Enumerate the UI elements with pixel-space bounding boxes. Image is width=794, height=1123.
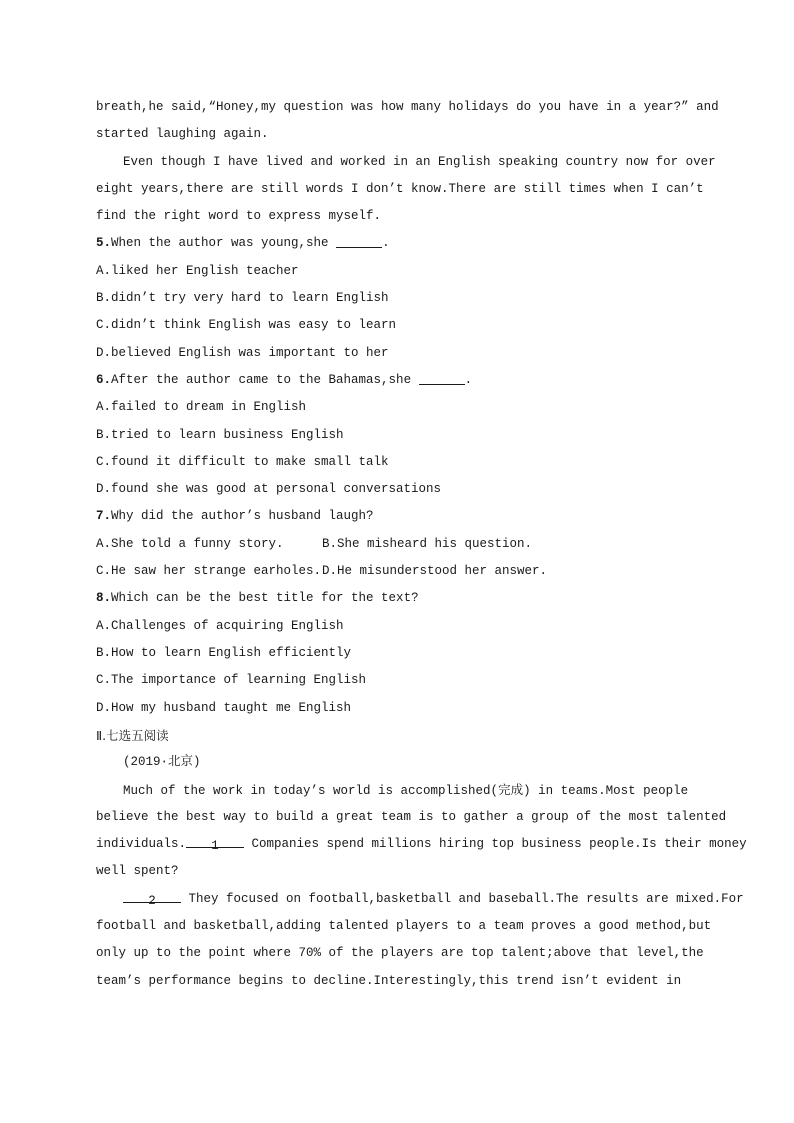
question-number: 8. — [96, 591, 112, 606]
question-8-option-c: C.The importance of learning English — [96, 673, 367, 688]
question-5-stem: 5.When the author was young,she . — [96, 230, 696, 257]
question-7-option-d: D.He misunderstood her answer. — [322, 564, 548, 579]
passage-line: well spent? — [96, 864, 179, 879]
question-8-stem: 8.Which can be the best title for the text? — [96, 591, 419, 606]
passage-line: football and basketball,adding talented players to a team proves a good method,but — [96, 918, 712, 933]
passage-line: Even though I have lived and worked in an English speaking country now for over — [123, 154, 716, 169]
blank-1: 1 — [186, 833, 244, 848]
question-number: 5. — [96, 236, 112, 251]
question-5-option-b: B.didn’t try very hard to learn English — [96, 291, 389, 306]
question-7-options-row-1 — [96, 531, 696, 558]
question-number: 6. — [96, 372, 112, 387]
section-heading: Ⅱ.七选五阅读 — [96, 727, 169, 743]
question-8-option-a: A.Challenges of acquiring English — [96, 618, 344, 633]
passage-line: 2 They focused on football,basketball and baseball.The results are mixed.For — [96, 886, 696, 913]
question-number: 7. — [96, 509, 112, 524]
source-label: (2019·北京) — [123, 755, 201, 770]
passage-line: individuals. 1 Companies spend millions hiring top business people.Is their money — [96, 831, 696, 858]
question-7-option-c: C.He saw her strange earholes. — [96, 564, 322, 579]
question-5-option-c: C.didn’t think English was easy to learn — [96, 318, 397, 333]
question-7-option-b: B.She misheard his question. — [322, 536, 533, 551]
passage-line: believe the best way to build a great team is to gather a group of the most talented — [96, 809, 727, 824]
answer-blank — [419, 370, 465, 385]
passage-line: started laughing again. — [96, 127, 269, 142]
question-7-stem: 7.Why did the author’s husband laugh? — [96, 509, 374, 524]
question-8-option-d: D.How my husband taught me English — [96, 700, 352, 715]
passage-line: only up to the point where 70% of the players are top talent;above that level,the — [96, 946, 704, 961]
question-5-option-d: D.believed English was important to her — [96, 345, 389, 360]
question-8-option-b: B.How to learn English efficiently — [96, 645, 352, 660]
passage-line: breath,he said,“Honey,my question was how many holidays do you have in a year?” and — [96, 100, 719, 114]
question-6-option-a: A.failed to dream in English — [96, 400, 307, 415]
question-6-option-c: C.found it difficult to make small talk — [96, 454, 389, 469]
question-5-option-a: A.liked her English teacher — [96, 263, 299, 278]
passage-line: eight years,there are still words I don’t know.There are still times when I can’t — [96, 181, 704, 196]
question-6-option-b: B.tried to learn business English — [96, 427, 344, 442]
passage-line: team’s performance begins to decline.Interestingly,this trend isn’t evident in — [96, 973, 682, 988]
answer-blank — [336, 233, 382, 248]
blank-2: 2 — [123, 888, 181, 903]
passage-line: Much of the work in today’s world is accomplished(完成) in teams.Most people — [123, 782, 689, 799]
question-6-stem: 6.After the author came to the Bahamas,she . — [96, 367, 696, 394]
question-7-options-row-2 — [96, 558, 696, 585]
page-content — [96, 94, 747, 995]
question-6-option-d: D.found she was good at personal conversations — [96, 482, 442, 497]
question-7-option-a: A.She told a funny story. — [96, 536, 284, 551]
passage-line: find the right word to express myself. — [96, 209, 382, 224]
